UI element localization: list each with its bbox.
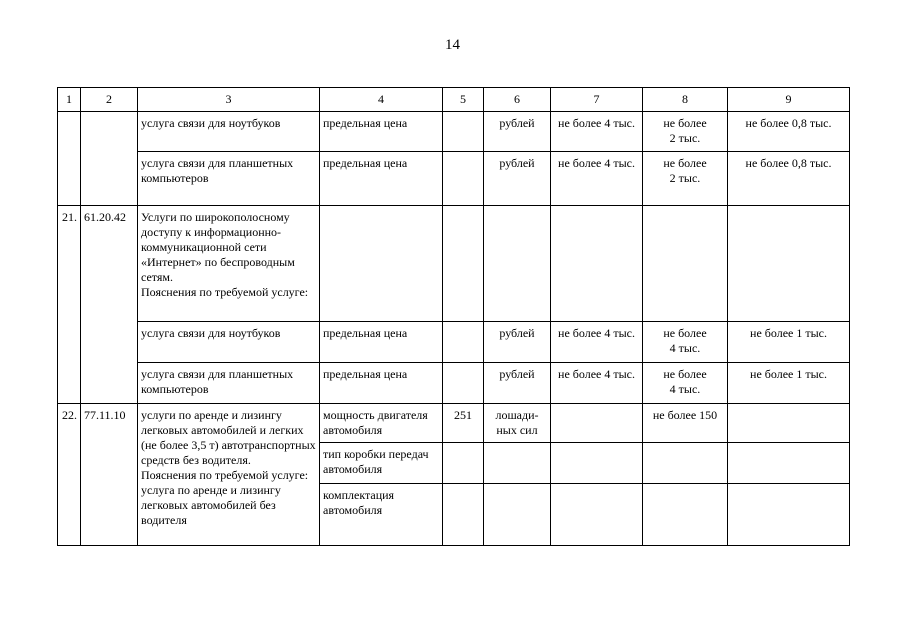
okpd-code-cell: 77.11.10 [81, 404, 138, 546]
characteristic-cell: комплектация автомобиля [320, 484, 443, 546]
value-cell: не более 4 тыс. [643, 363, 728, 404]
header-cell: 9 [728, 88, 850, 112]
table-cell-empty [551, 206, 643, 322]
table-row [58, 363, 850, 404]
value-cell: не более 2 тыс. [643, 112, 728, 152]
unit-cell: лошади- ных сил [484, 404, 551, 443]
table-header-row [58, 88, 850, 112]
table-cell-empty [551, 484, 643, 546]
value-cell: не более 4 тыс. [551, 152, 643, 206]
table-row [58, 112, 850, 152]
table-cell-empty [443, 484, 484, 546]
table-cell-empty [551, 404, 643, 443]
value-cell: не более 1 тыс. [728, 322, 850, 363]
row-number-cell: 22. [58, 404, 81, 546]
characteristic-cell: предельная цена [320, 363, 443, 404]
table-cell-empty [484, 484, 551, 546]
table-cell-empty [643, 206, 728, 322]
header-cell: 1 [58, 88, 81, 112]
header-cell: 6 [484, 88, 551, 112]
table-cell-empty [728, 404, 850, 443]
characteristic-cell: предельная цена [320, 152, 443, 206]
table-cell-empty [728, 443, 850, 484]
table-cell-empty [81, 112, 138, 206]
header-cell: 8 [643, 88, 728, 112]
okpd-code-cell: 61.20.42 [81, 206, 138, 404]
value-cell: не более 150 [643, 404, 728, 443]
value-cell: не более 4 тыс. [551, 363, 643, 404]
table-cell-empty [728, 206, 850, 322]
value-cell: не более 2 тыс. [643, 152, 728, 206]
table-cell-empty [58, 112, 81, 206]
value-cell: не более 1 тыс. [728, 363, 850, 404]
service-description-cell: услуги по аренде и лизингу легковых автомобилей и легких (не более 3,5 т) автотранспортных средств без водителя. Пояснения по требуемой услуге: услуга по аренде и лизингу легковых автомобилей без водителя [138, 404, 320, 546]
service-name-cell: услуга связи для ноутбуков [138, 322, 320, 363]
unit-cell: рублей [484, 363, 551, 404]
service-name-cell: услуга связи для ноутбуков [138, 112, 320, 152]
table-cell-empty [443, 112, 484, 152]
unit-cell: рублей [484, 322, 551, 363]
unit-cell: рублей [484, 152, 551, 206]
table-row [58, 152, 850, 206]
table-cell-empty [551, 443, 643, 484]
table-row [58, 322, 850, 363]
table-cell-empty [443, 152, 484, 206]
table-cell-empty [443, 206, 484, 322]
value-cell: не более 4 тыс. [643, 322, 728, 363]
characteristic-cell: тип коробки передач автомобиля [320, 443, 443, 484]
characteristic-cell: предельная цена [320, 322, 443, 363]
header-cell: 2 [81, 88, 138, 112]
table-cell-empty [443, 443, 484, 484]
header-cell: 4 [320, 88, 443, 112]
characteristic-cell: предельная цена [320, 112, 443, 152]
value-cell: не более 4 тыс. [551, 322, 643, 363]
requirements-table [57, 87, 850, 546]
table-cell-empty [643, 443, 728, 484]
table-cell-empty [643, 484, 728, 546]
table-cell-empty [728, 484, 850, 546]
characteristic-cell: мощность двигателя автомобиля [320, 404, 443, 443]
unit-code-cell: 251 [443, 404, 484, 443]
table-cell-empty [484, 206, 551, 322]
service-name-cell: услуга связи для планшетных компьютеров [138, 363, 320, 404]
row-number-cell: 21. [58, 206, 81, 404]
value-cell: не более 4 тыс. [551, 112, 643, 152]
page-number: 14 [445, 37, 460, 53]
table-row [58, 206, 850, 322]
unit-cell: рублей [484, 112, 551, 152]
table-cell-empty [320, 206, 443, 322]
header-cell: 5 [443, 88, 484, 112]
table-cell-empty [484, 443, 551, 484]
value-cell: не более 0,8 тыс. [728, 112, 850, 152]
service-name-cell: услуга связи для планшетных компьютеров [138, 152, 320, 206]
table-cell-empty [443, 363, 484, 404]
header-cell: 3 [138, 88, 320, 112]
service-description-cell: Услуги по широкополосному доступу к информационно-коммуникационной сети «Интернет» по беспроводным сетям. Пояснения по требуемой услуге: [138, 206, 320, 322]
table-row [58, 404, 850, 443]
header-cell: 7 [551, 88, 643, 112]
table-cell-empty [443, 322, 484, 363]
value-cell: не более 0,8 тыс. [728, 152, 850, 206]
